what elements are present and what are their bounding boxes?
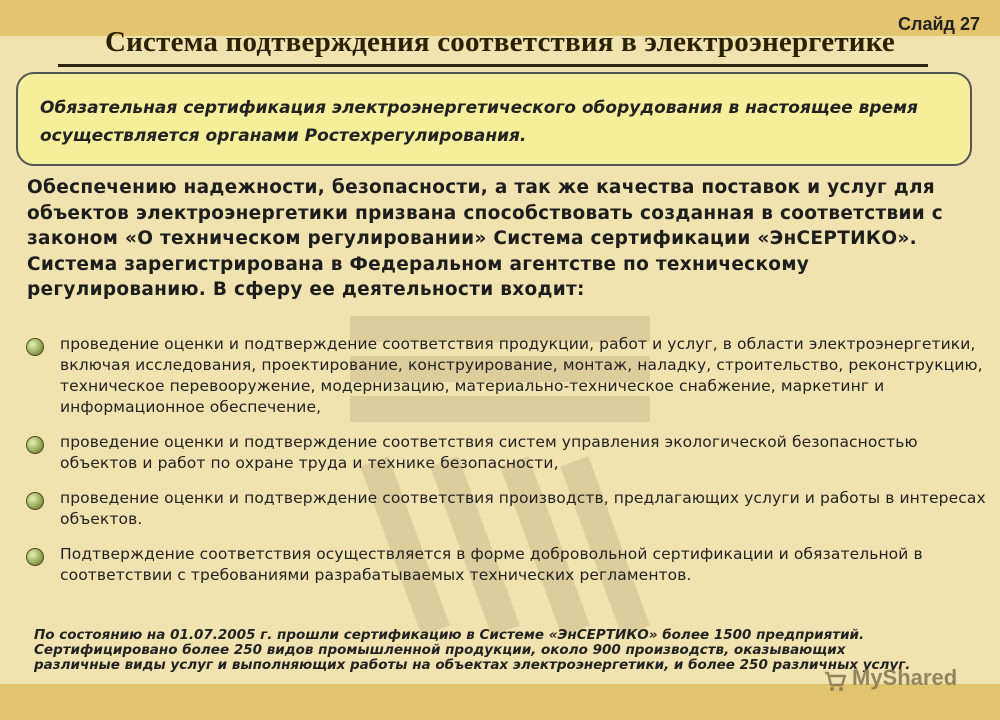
slide-number: Слайд 27 [898, 14, 980, 34]
bullet-dot-icon [26, 338, 44, 356]
main-paragraph: Обеспечению надежности, безопасности, а так же качества поставок и услуг для объектов электроэнергетики призвана способствовать созданная в соответствии с законом «О техническом регулировании» Система сертификации «ЭнСЕРТИКО». Система зарегистрирована в Федеральном агентстве по техническому регулированию. В сферу ее деятельности входит: [27, 177, 944, 300]
bullet-text: Подтверждение соответствия осуществляется в форме добровольной сертификации и обязательной в соответствии с требованиями разрабатываемых технических регламентов. [60, 545, 923, 584]
footnote: По состоянию на 01.07.2005 г. прошли сертификацию в Системе «ЭнСЕРТИКО» более 1500 предприятий. Сертифицировано более 250 видов промышленной продукции, около 900 производств, оказывающих различные виды услуг и выполняющих работы на объектах электроэнергетики, и более 250 различных услуг. [34, 627, 911, 673]
bullet-text: проведение оценки и подтверждение соответствия продукции, работ и услуг, в области электроэнергетики, включая исследования, проектирование, конструирование, монтаж, наладку, строительство, реконструкцию, техническое перевооружение, модернизацию, материально-техническое снабжение, маркетинг и информационное обеспечение, [60, 335, 983, 416]
callout-box [16, 72, 972, 166]
bullet-dot-icon [26, 548, 44, 566]
title-underline [58, 64, 928, 67]
myshared-logo-icon [822, 667, 848, 693]
bullet-dot-icon [26, 436, 44, 454]
brand-watermark[interactable] [822, 665, 982, 695]
bullet-text: проведение оценки и подтверждение соответствия производств, предлагающих услуги и работы в интересах объектов. [60, 489, 986, 528]
bullet-text: проведение оценки и подтверждение соответствия систем управления экологической безопасностью объектов и работ по охране труда и технике безопасности, [60, 433, 918, 472]
bullet-dot-icon [26, 492, 44, 510]
callout-text: Обязательная сертификация электроэнергетического оборудования в настоящее время осуществляется органами Ростехрегулирования. [40, 98, 918, 146]
slide-title: Система подтверждения соответствия в электроэнергетике [105, 26, 895, 58]
brand-text: MyShared [852, 665, 958, 690]
